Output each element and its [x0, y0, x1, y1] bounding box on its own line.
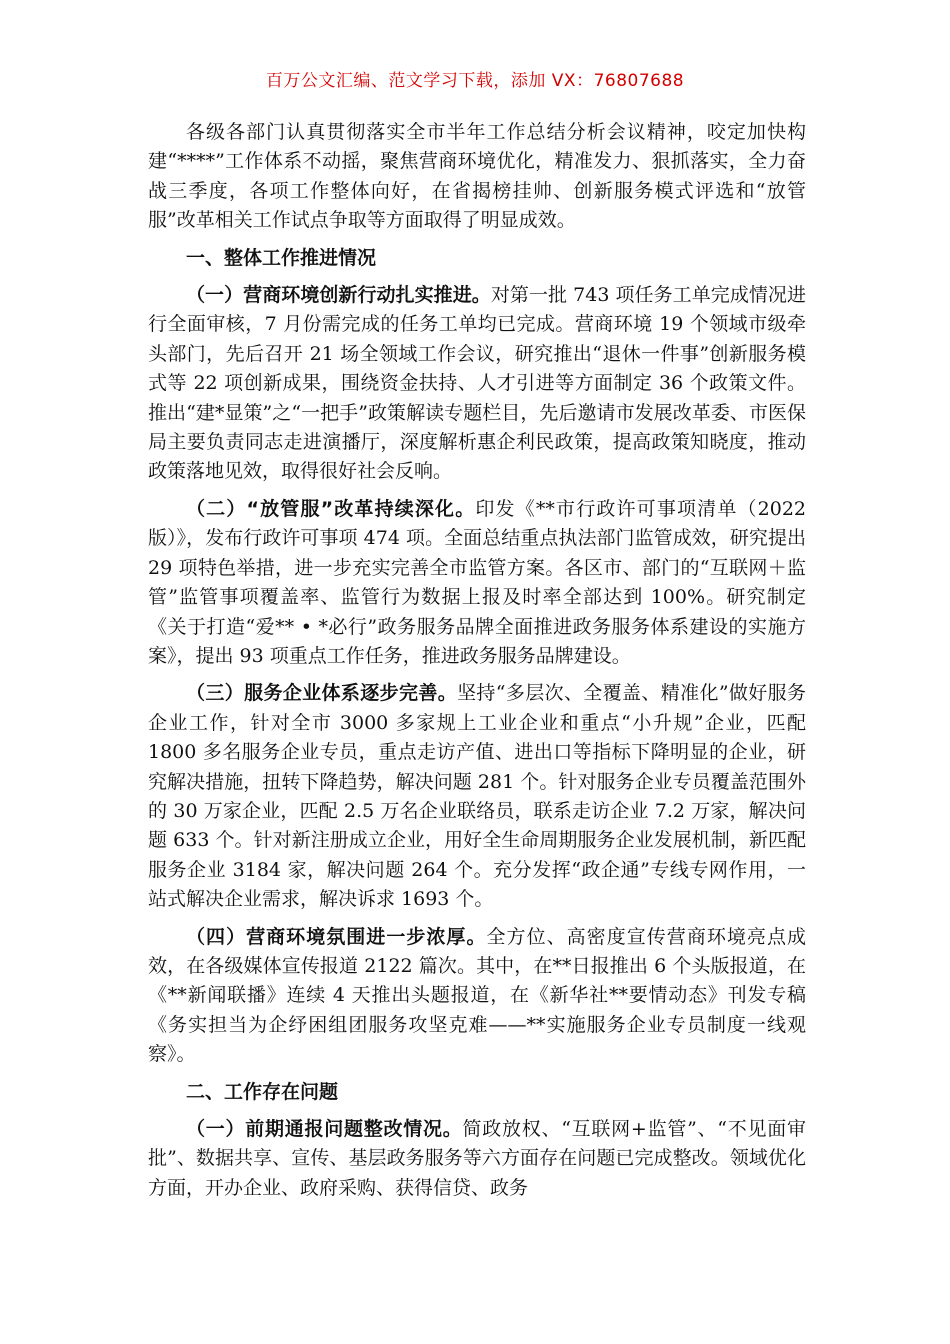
paragraph-text: 全方位、高密度宣传营商环境亮点成效，在各级媒体宣传报道 2122 篇次。其中，在**日报推出 6 个头版报道，在《**新闻联播》连续 4 天推出头题报道，在《新华社**要情动态》刊发专稿《务实担当为企纾困组团服务攻坚克难——**实施服务企业专员制度一线观察》。 — [148, 925, 806, 1066]
paragraph-text: 印发《**市行政许可事项清单（2022 版）》，发布行政许可事项 474 项。全面总结重点执法部门监管成效，研究提出 29 项特色举措，进一步充实完善全市监管方案。各区市、部门的“互联网＋监管”监管事项覆盖率、监管行为数据上报及时率全部达到 100%。研究制定《关于打造“爱** • *必行”政务服务品牌全面推进政务服务体系建设的实施方案》，提出 93 项重点工作任务，推进政务服务品牌建设。 — [148, 497, 806, 667]
paragraph-text: 对第一批 743 项任务工单完成情况进行全面审核，7 月份需完成的任务工单均已完成。营商环境 19 个领域市级牵头部门，先后召开 21 场全领域工作会议，研究推出“退休一件事”创新服务模式等 22 项创新成果，围绕资金扶持、人才引进等方面制定 36 个政策文件。推出“建*显策”之“一把手”政策解读专题栏目，先后邀请市发展改革委、市医保局主要负责同志走进演播厅，深度解析惠企利民政策，提高政策知晓度，推动政策落地见效，取得很好社会反响。 — [148, 284, 806, 483]
paragraph-text: 坚持“多层次、全覆盖、精准化”做好服务企业工作，针对全市 3000 多家规上工业企业和重点“小升规”企业，匹配 1800 多名服务企业专员，重点走访产值、进出口等指标下降明显的企业，研究解决措施，扭转下降趋势，解决问题 281 个。针对服务企业专员覆盖范围外的 30 万家企业，匹配 2.5 万名企业联络员，联系走访企业 7.2 万家，解决问题 633 个。针对新注册成立企业，用好全生命周期服务企业发展机制，新匹配服务企业 3184 家，解决问题 264 个。充分发挥“政企通”专线专网作用，一站式解决企业需求，解决诉求 1693 个。 — [148, 682, 806, 911]
section-heading-overall-progress: 一、整体工作推进情况 — [186, 246, 377, 269]
paragraph-text: 简政放权、“互联网+监管”、“不见面审批”、数据共享、宣传、基层政务服务等六方面存在问题已完成整改。领域优化方面，开办企业、政府采购、获得信贷、政务 — [148, 1118, 806, 1199]
paragraph-publicity-atmosphere — [148, 923, 806, 1070]
section-heading-existing-problems: 二、工作存在问题 — [186, 1080, 339, 1103]
paragraph-business-environment-innovation — [148, 281, 806, 487]
paragraph-rectification-status — [148, 1115, 806, 1203]
paragraph-lead: （三）服务企业体系逐步完善。 — [186, 682, 458, 705]
intro-paragraph: 各级各部门认真贯彻落实全市半年工作总结分析会议精神，咬定加快构建“****”工作体系不动摇，聚焦营商环境优化，精准发力、狠抓落实，全力奋战三季度，各项工作整体向好，在省揭榜挂帅、创新服务模式评选和“放管服”改革相关工作试点争取等方面取得了明显成效。 — [148, 121, 806, 232]
document-body — [148, 118, 806, 1318]
paragraph-lead: （二）“放管服”改革持续深化。 — [186, 497, 476, 520]
paragraph-lead: （一）前期通报问题整改情况。 — [186, 1118, 463, 1140]
paragraph-fangguanfu-reform — [148, 495, 806, 671]
paragraph-lead: （四）营商环境氛围进一步浓厚。 — [186, 925, 487, 948]
paragraph-lead: （一）营商环境创新行动扎实推进。 — [186, 284, 491, 307]
paragraph-enterprise-service-system — [148, 679, 806, 914]
header-banner: 百万公文汇编、范文学习下载，添加 VX：76807688 — [265, 71, 685, 91]
